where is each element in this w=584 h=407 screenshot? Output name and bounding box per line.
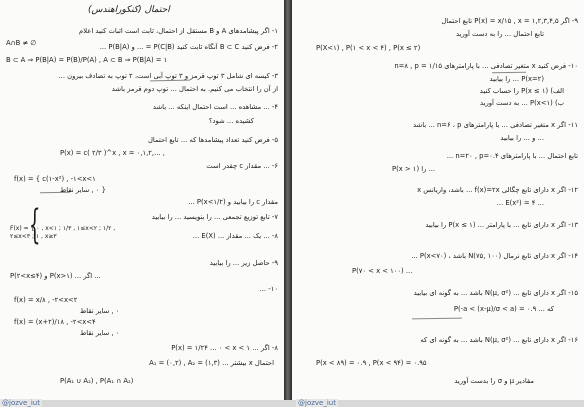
problem-line: ۱۰- فرض کنید x متغیر تصادفی ... با پارامترهای n=۸ , p = ۱/۱۵ [394,62,578,70]
watermark-right: @jozve_iut [298,399,336,407]
problem-line: احتمال x بیشتر ... A₁ = (۰,۲) , A₂ = (۱,۳) [149,359,274,367]
problem-line: ۵- فرض کنید تعداد پیشامدها که ... تابع احتمال [147,136,278,144]
problem-line: ۱۶- اگر x دارای تابع ... N(μ, σ²) باشد ... به گونه ای که [420,336,578,344]
left-page [0,0,284,400]
formula-line: P(X<۱) , P(۱ < x < ۴) , P(x ≤ ۲) [316,44,421,52]
problem-line: از آن را انتخاب می کنیم. به احتمال ... توپ دوم قرمز باشد [111,85,278,93]
problem-line: ۴- ... مشاهده ... است احتمال اینکه ... باشد [152,103,278,111]
formula-line: P(A₁ ∪ A₂) , P(A₁ ∩ A₂) [60,377,134,385]
formula-line: P(x < ۸۹) = ۰.۹ , P(x < ۹۴) = ۰.۹۵ [316,359,427,367]
watermark-left: @jozve_iut [2,399,40,407]
problem-line: مقادیر μ و σ را بدست آورید [454,377,534,385]
problem-line: ۱- اگر پیشامدهای A و B مستقل از احتمال، ثابت است اثبات کنید اعلام [79,27,278,35]
problem-line: تابع احتمال ... را به دست آورید [455,30,544,38]
problem-line: ۱۳- اگر x دارای تابع ... با پارامتر ... P(x ≤ ۱) را بیابید [425,221,578,229]
formula-line: ۰ , سایر نقاط [80,329,120,337]
problem-line: مقدار c را بیابید و P(x<۱/۲) ... [188,198,278,206]
ink-stroke [412,318,462,320]
problem-line: ۳- کیسه ای شامل ۳ توپ قرمز و ۳ توپ آبی است، ۲ توپ به تصادف بیرون ... [58,72,278,80]
formula-line: { ۰ , سایر نقاط [60,186,106,194]
problem-line: ... E(x²) = ۴ ... [496,199,544,207]
bottom-strip [0,400,584,407]
formula-line: f(x) = x/۸ , -۲<x<۲ [14,296,78,304]
formula-line: P(x) = c( ۲/۳ )^x , x = ۰,۱,۲,... , [60,149,165,157]
brace-glyph: { [28,202,41,248]
problem-line: ۲- فرض کنید B ⊂ C آنگاه ثابت کنید P(C|B) = ... و P(B|A) ... [99,43,278,51]
problem-line: ۹- اگر P(x) = x/۱۵ , x = ۱,۲,۳,۴,۵ تابع احتمال [441,17,578,25]
page-title: احتمال (کنکوراهندس) [88,5,170,15]
problem-line: ۷- تابع توزیع تجمعی ... را بنویسید ... را بیابید [151,213,278,221]
problem-line: ۸- اگر ... P(x) = ۱/۲۴ ... ۰ < x < ۱ [171,344,278,352]
right-page [292,0,584,400]
problem-line: الف) P(x ≤ ۱) را حساب کنید [479,87,564,95]
formula-line: f(x) = { c(۱-x²) , -۱<x<۱ [14,175,96,183]
problem-line: تابع احتمال ... با پارامترهای n=۲۰ , p=۰.۴ ... [446,152,578,160]
problem-line: ۹- حاصل زیر ... را بیابید [209,259,278,267]
formula-line: P(۲<x≤۴) و P(x>۱) ... اگر ... [10,272,101,280]
problem-line: P(x=۲) ... را بیابید [489,75,544,83]
formula-line: f(x) = (x+۲)/۱۸ , -۲<x<۴ [14,318,96,326]
formula-line: ۰ , سایر نقاط [80,307,120,315]
formula-line: B ⊂ A ⇒ P(B|A) = P(B)/P(A) , A ⊂ B ⇒ P(B|A) = ۱ [6,56,168,64]
book-gutter [284,0,292,407]
problem-line: ۸- ... یک ... مقدار ... E(X) ... [192,232,278,240]
problem-line: ۶- ... مقدار c چقدر است [206,162,278,170]
problem-line: کشیده ... شود؟ [208,117,254,125]
problem-line: ... و ... را بیابید [500,134,544,142]
problem-line: ب) P(x<۱) ... به دست آورید [480,99,564,107]
problem-line: ۱۰- ... [259,285,278,293]
problem-line: ۱۴- اگر x دارای تابع نرمال N(۷۵, ۱۰۰) باشد ، P(x<۷۰) ... [411,252,578,260]
problem-line: که ... P(-a < (x-μ)/σ < a) = ۰.۹ [453,305,554,313]
problem-line: ۱۱- اگر x متغیر تصادفی ... با پارامترهای n=۶ ، p ... باشد [412,121,578,129]
formula-line: P(۷۰ < x < ۱۰۰) ... [352,267,413,275]
ink-stroke [150,80,190,82]
formula-line: P(x > ۱) را ... [392,165,436,173]
piecewise-cdf: F(x) = { ۰ , x<۱ ; ۱/۳ , ۱≤x<۲ ; ۱/۲ , ۲≤x<۳ ; ۱ , x≥۳ [10,225,116,240]
problem-line: ۱۵- اگر x دارای تابع ... N(μ, σ²) باشد ... به گونه ای بیابید [413,289,578,297]
problem-line: ۱۲- اگر x دارای تابع چگالی f(x)=۲x ... باشد، واریانس x [417,186,578,194]
ink-stroke [492,72,526,74]
formula-line: A∩B ≠ ∅ [6,39,37,47]
